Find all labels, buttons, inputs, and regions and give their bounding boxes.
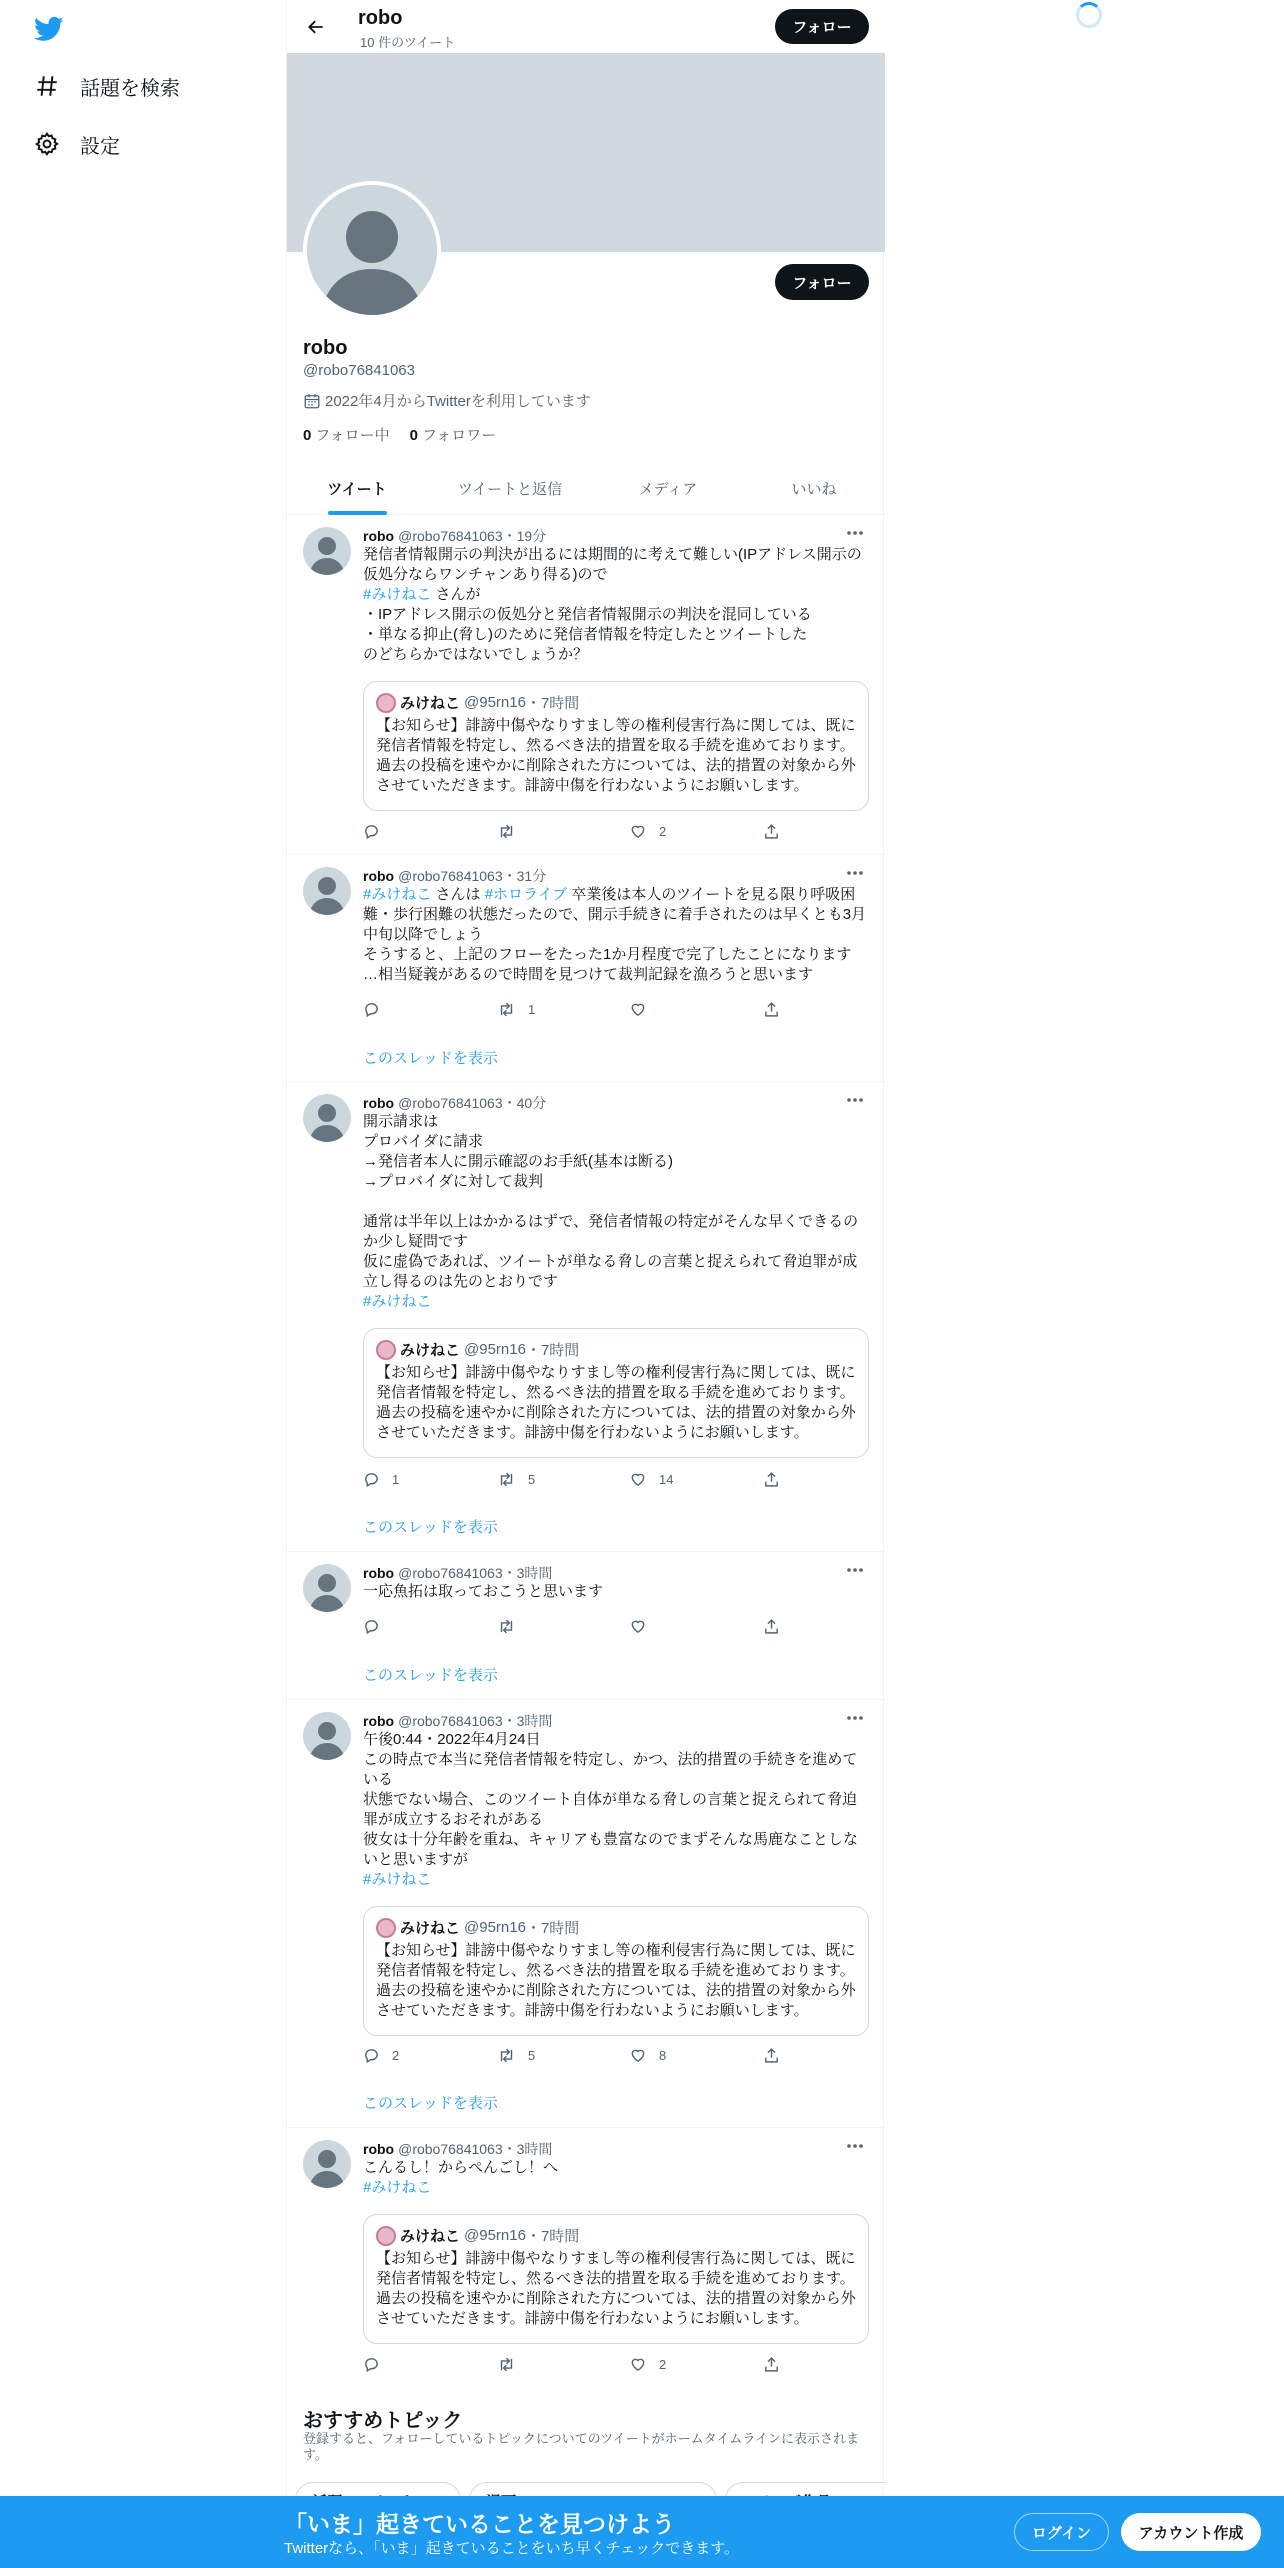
heart-icon (629, 2356, 647, 2373)
topics-subtitle-line: 登録すると、フォローしているトピックについてのツイートがホームタイムラインに表示されま (303, 2431, 860, 2446)
tweet-actions (363, 823, 793, 843)
tweet-text (363, 545, 869, 665)
nav-settings-label: 設定 (80, 135, 120, 158)
quote-tweet[interactable] (363, 1328, 869, 1458)
tweet-line (363, 885, 869, 905)
tweet-author-handle[interactable]: @robo76841063 (398, 1713, 503, 1729)
tweet-line: この時点で本当に発信者情報を特定し、かつ、法的措置の手続きを進めて (363, 1751, 858, 1768)
tweet-author-name[interactable]: robo (363, 1565, 395, 1581)
tweet-author-handle[interactable]: @robo76841063 (398, 528, 503, 544)
signup-button[interactable]: アカウント作成 (1121, 2513, 1261, 2551)
tweet-line: 開示請求は (363, 1113, 439, 1130)
retweet-button[interactable] (497, 1618, 528, 1635)
like-count: 2 (659, 824, 667, 839)
quote-line: させていただきます。誹謗中傷を行わないようにお願いします。 (376, 777, 809, 794)
retweet-button[interactable] (497, 823, 528, 840)
main-column (286, 0, 884, 2568)
tweet-line: →プロバイダに対して裁判 (363, 1173, 544, 1190)
tweet-blank-line (363, 1192, 869, 1212)
reply-count: 2 (392, 2048, 400, 2063)
quote-line: 発信者情報を特定し、然るべき法的措置を取る手続を進めております。 (376, 1384, 855, 1401)
quote-author-handle: @95rn16 (464, 2227, 526, 2244)
back-arrow-icon[interactable] (301, 12, 331, 42)
loading-spinner-icon (1076, 2, 1102, 28)
quote-text (376, 2249, 860, 2329)
quote-author-handle: @95rn16 (464, 1919, 526, 1936)
tweet-line (363, 1870, 869, 1890)
retweet-button[interactable] (497, 1001, 535, 1018)
quote-author-name: みけねこ (400, 1920, 461, 1937)
quote-line: 過去の投稿を速やかに削除された方については、法的措置の対象から外 (376, 1404, 856, 1421)
reply-button[interactable] (363, 1001, 392, 1018)
share-button[interactable] (763, 1618, 792, 1635)
tweet[interactable] (287, 1082, 885, 1552)
retweet-button[interactable] (497, 2356, 528, 2373)
quote-avatar (376, 1918, 396, 1938)
like-button[interactable] (629, 1001, 659, 1018)
like-count: 14 (659, 1472, 674, 1487)
heart-icon (629, 1001, 647, 1018)
quote-line: させていただきます。誹謗中傷を行わないようにお願いします。 (376, 1424, 809, 1441)
follow-button[interactable]: フォロー (775, 264, 869, 300)
retweet-icon (497, 2047, 516, 2064)
tweet-author-handle[interactable]: @robo76841063 (398, 1095, 503, 1111)
tweet-author-name[interactable]: robo (363, 1713, 395, 1729)
nav-explore[interactable] (34, 66, 180, 106)
tab-tweets-replies[interactable]: ツイートと返信 (457, 481, 563, 498)
share-button[interactable] (763, 823, 792, 840)
hashtag-link[interactable]: #みけねこ (363, 586, 432, 603)
tweet[interactable] (287, 515, 885, 855)
tweet-actions (363, 2047, 793, 2067)
share-button[interactable] (763, 2356, 792, 2373)
tweet-line-text: さんが (435, 586, 481, 603)
retweet-icon (497, 1001, 516, 1018)
quote-text (376, 716, 860, 796)
reply-count: 1 (392, 1472, 400, 1487)
quote-line: させていただきます。誹謗中傷を行わないようにお願いします。 (376, 2310, 809, 2327)
quote-line: 過去の投稿を速やかに削除された方については、法的措置の対象から外 (376, 2290, 856, 2307)
tab-likes[interactable]: いいね (791, 481, 837, 498)
tweet-line: 状態でない場合、このツイート自体が単なる脅しの言葉と捉えられて脅迫 (363, 1791, 857, 1808)
quote-line: 過去の投稿を速やかに削除された方については、法的措置の対象から外 (376, 757, 856, 774)
retweet-button[interactable] (497, 2047, 535, 2064)
tweet[interactable] (287, 1700, 885, 2128)
tweet-line (363, 585, 869, 605)
twitter-logo-icon[interactable] (32, 14, 66, 44)
tweet-line: 難・歩行困難の状態だったので、開示手続きに着手されたのは早くとも3月 (363, 906, 867, 923)
tweet-author-name[interactable]: robo (363, 528, 395, 544)
reply-icon (363, 2047, 380, 2064)
quote-line: 発信者情報を特定し、然るべき法的措置を取る手続を進めております。 (376, 737, 855, 754)
followers-count: 0 (409, 427, 418, 444)
hashtag-link[interactable]: #みけねこ (363, 886, 432, 903)
profile-joined (303, 390, 591, 411)
banner-subtitle: Twitterなら、「いま」起きていることをいち早くチェックできます。 (284, 2540, 740, 2557)
show-thread-link[interactable]: このスレッドを表示 (363, 1519, 498, 1536)
quote-avatar (376, 2226, 396, 2246)
tweet-author-handle[interactable]: @robo76841063 (398, 868, 503, 884)
tweet-time[interactable]: ・31分 (502, 868, 547, 884)
calendar-icon (303, 392, 321, 410)
banner-title: 「いま」起きていることを見つけよう (284, 2511, 675, 2537)
show-thread-link[interactable]: このスレッドを表示 (363, 1667, 498, 1684)
quote-line: 【お知らせ】誹謗中傷やなりすまし等の権利侵害行為に関しては、既に (376, 1364, 856, 1381)
header-name: robo (358, 7, 403, 29)
tweet-header (363, 526, 546, 546)
tweet[interactable] (287, 855, 885, 1082)
reply-button[interactable] (363, 1618, 392, 1635)
quote-text (376, 1941, 860, 2021)
following-count: 0 (303, 427, 312, 444)
tweet[interactable] (287, 1552, 885, 1700)
tweet-line: いと思いますが (363, 1851, 469, 1868)
following-link[interactable] (303, 424, 390, 445)
heart-icon (629, 1471, 647, 1488)
share-icon (763, 823, 780, 840)
tweet-author-handle[interactable]: @robo76841063 (398, 2141, 503, 2157)
tweet-text (363, 1582, 869, 1602)
tweet-line: いる (363, 1771, 394, 1788)
retweet-count: 5 (528, 2048, 536, 2063)
profile-name: robo (303, 337, 348, 359)
show-thread-link[interactable]: このスレッドを表示 (363, 1050, 498, 1067)
tweet-author-name[interactable]: robo (363, 1095, 395, 1111)
topics-title: おすすめトピック (303, 2410, 463, 2432)
heart-icon (629, 823, 647, 840)
quote-line: 【お知らせ】誹謗中傷やなりすまし等の権利侵害行為に関しては、既に (376, 1942, 856, 1959)
like-count: 2 (659, 2357, 667, 2372)
avatar[interactable] (303, 1564, 351, 1612)
tweet-line-text: さんは (435, 886, 481, 903)
retweet-icon (497, 2356, 516, 2373)
share-button[interactable] (763, 1471, 792, 1488)
quote-avatar (376, 693, 396, 713)
tweet-actions (363, 2356, 793, 2376)
tweet-line: 通常は半年以上はかかるはずで、発信者情報の特定がそんな早くできるの (363, 1213, 859, 1230)
tweet-text (363, 885, 869, 985)
quote-line: 【お知らせ】誹謗中傷やなりすまし等の権利侵害行為に関しては、既に (376, 2250, 856, 2267)
tweet-line: …相当疑義があるので時間を見つけて裁判記録を漁ろうと思います (363, 966, 814, 983)
tweet-line: →発信者本人に開示確認のお手紙(基本は断る) (363, 1153, 673, 1170)
tweet-line: 仮に虚偽であれば、ツイートが単なる脅しの言葉と捉えられて脅迫罪が成 (363, 1253, 858, 1270)
hashtag-link[interactable]: #みけねこ (363, 1871, 432, 1888)
tweet-line: か少し疑問です (363, 1233, 469, 1250)
tweet-time[interactable]: ・3時間 (502, 2141, 553, 2157)
quote-avatar (376, 1340, 396, 1360)
tweet-line: プロバイダに請求 (363, 1133, 484, 1150)
retweet-icon (497, 1618, 516, 1635)
avatar[interactable] (303, 1712, 351, 1760)
quote-time: ・7時間 (525, 1920, 580, 1937)
share-icon (763, 1618, 780, 1635)
profile-header-bar (287, 0, 885, 53)
like-button[interactable] (629, 2356, 666, 2373)
tab-media[interactable]: メディア (638, 481, 698, 498)
reply-icon (363, 1001, 380, 1018)
reply-button[interactable] (363, 823, 392, 840)
profile-joined-text: 2022年4月からTwitterを利用しています (325, 393, 591, 410)
followers-label: フォロワー (421, 427, 497, 444)
avatar[interactable] (303, 2140, 351, 2188)
hashtag-link[interactable]: #みけねこ (363, 1293, 432, 1310)
tweet-time[interactable]: ・19分 (502, 528, 547, 544)
reply-button[interactable] (363, 2356, 392, 2373)
share-button[interactable] (763, 2047, 792, 2064)
tweet-header (363, 866, 546, 886)
tweet-actions (363, 1001, 793, 1021)
quote-line: 【お知らせ】誹謗中傷やなりすまし等の権利侵害行為に関しては、既に (376, 717, 856, 734)
profile-avatar[interactable] (303, 181, 441, 319)
tweet-line: ・IPアドレス開示の仮処分と発信者情報開示の判決を混同している (363, 606, 812, 623)
tweet-line: ・単なる抑止(脅し)のために発信者情報を特定したとツイートした (363, 626, 808, 643)
quote-tweet[interactable] (363, 681, 869, 811)
share-icon (763, 2356, 780, 2373)
tweet-header (363, 1563, 552, 1583)
quote-header (376, 1917, 579, 1938)
avatar[interactable] (303, 1094, 351, 1142)
quote-time: ・7時間 (525, 695, 580, 712)
tweet-text (363, 2158, 869, 2198)
more-icon[interactable] (843, 2136, 867, 2156)
hashtag-link[interactable]: #みけねこ (363, 2179, 432, 2196)
reply-icon (363, 2356, 380, 2373)
like-button[interactable] (629, 2047, 666, 2064)
tweet-header (363, 1711, 552, 1731)
tweet-text (363, 1112, 869, 1312)
quote-author-name: みけねこ (400, 2228, 461, 2245)
quote-line: 発信者情報を特定し、然るべき法的措置を取る手続を進めております。 (376, 1962, 855, 1979)
reply-icon (363, 823, 380, 840)
hashtag-link[interactable]: #ホロライブ (484, 886, 568, 903)
follow-button-header[interactable]: フォロー (775, 9, 869, 44)
retweet-icon (497, 1471, 516, 1488)
profile-stats (303, 424, 516, 445)
tweet-line: そうすると、上記のフローをたった1か月程度で完了したことになります (363, 946, 852, 963)
like-button[interactable] (629, 1471, 673, 1488)
more-icon[interactable] (843, 863, 867, 883)
signup-banner (0, 2496, 1284, 2568)
hashtag-icon (34, 73, 60, 99)
reply-icon (363, 1618, 380, 1635)
avatar[interactable] (303, 867, 351, 915)
quote-text (376, 1363, 860, 1443)
tweet-header (363, 1093, 546, 1113)
tweet-header (363, 2139, 552, 2159)
tweet-line (363, 1292, 869, 1312)
quote-author-handle: @95rn16 (464, 1341, 526, 1358)
share-icon (763, 1001, 780, 1018)
profile-tabs (287, 462, 885, 515)
tweet-line-text: 卒業後は本人のツイートを見る限り呼吸困 (571, 886, 856, 903)
quote-line: させていただきます。誹謗中傷を行わないようにお願いします。 (376, 2002, 809, 2019)
tweet-line: 仮処分ならワンチャンあり得る)ので (363, 566, 608, 583)
quote-line: 発信者情報を特定し、然るべき法的措置を取る手続を進めております。 (376, 2270, 855, 2287)
share-button[interactable] (763, 1001, 792, 1018)
share-icon (763, 1471, 780, 1488)
like-button[interactable] (629, 823, 666, 840)
reply-button[interactable] (363, 1471, 399, 1488)
tweet-author-name[interactable]: robo (363, 868, 395, 884)
more-icon[interactable] (843, 1560, 867, 1580)
reply-button[interactable] (363, 2047, 399, 2064)
tweet-time[interactable]: ・3時間 (502, 1713, 553, 1729)
tweet-line: 罪が成立するおそれがある (363, 1811, 544, 1828)
quote-header (376, 1339, 579, 1360)
topics-subtitle (303, 2431, 869, 2463)
show-thread-link[interactable]: このスレッドを表示 (363, 2095, 498, 2112)
login-button[interactable]: ログイン (1014, 2513, 1109, 2551)
share-icon (763, 2047, 780, 2064)
left-nav (0, 0, 286, 2568)
tweet-author-handle[interactable]: @robo76841063 (398, 1565, 503, 1581)
retweet-count: 1 (528, 1002, 536, 1017)
retweet-button[interactable] (497, 1471, 535, 1488)
nav-settings[interactable] (34, 124, 120, 164)
tweet-line: 一応魚拓は取っておこうと思います (363, 1583, 604, 1600)
tweet-line: こんるし！からぺんごし！へ (363, 2159, 559, 2176)
tab-tweets[interactable]: ツイート (327, 481, 387, 498)
tweet-line: 彼女は十分年齢を重ね、キャリアも豊富なのでまずそんな馬鹿なことしな (363, 1831, 859, 1848)
followers-link[interactable] (410, 424, 497, 445)
tweet-time[interactable]: ・3時間 (502, 1565, 553, 1581)
profile-handle: @robo76841063 (303, 362, 415, 379)
quote-time: ・7時間 (525, 2228, 580, 2245)
quote-author-name: みけねこ (400, 695, 461, 712)
quote-tweet[interactable] (363, 2214, 869, 2344)
quote-time: ・7時間 (525, 1342, 580, 1359)
header-tweet-count: 10 件のツイート (360, 35, 456, 50)
following-label: フォロー中 (315, 427, 390, 444)
tweet[interactable] (287, 2128, 885, 2390)
nav-explore-label: 話題を検索 (80, 77, 180, 100)
tweet-time[interactable]: ・40分 (502, 1095, 547, 1111)
retweet-icon (497, 823, 516, 840)
more-icon[interactable] (843, 1090, 867, 1110)
more-icon[interactable] (843, 1708, 867, 1728)
avatar[interactable] (303, 527, 351, 575)
like-count: 8 (659, 2048, 667, 2063)
gear-icon (34, 131, 60, 157)
tweet-actions (363, 1618, 793, 1638)
retweet-count: 5 (528, 1472, 536, 1487)
tweet-author-name[interactable]: robo (363, 2141, 395, 2157)
tweet-line: 発信者情報開示の判決が出るには期間的に考えて難しい(IPアドレス開示の (363, 546, 862, 563)
heart-icon (629, 2047, 647, 2064)
tweet-line: 中旬以降でしょう (363, 926, 484, 943)
reply-icon (363, 1471, 380, 1488)
tweet-text (363, 1730, 869, 1890)
quote-header (376, 692, 579, 713)
quote-header (376, 2225, 579, 2246)
tweet-line (363, 2178, 869, 2198)
tweet-line: 午後0:44・2022年4月24日 (363, 1731, 541, 1748)
more-icon[interactable] (843, 523, 867, 543)
tweet-line: のどちらかではないでしょうか？ (363, 646, 589, 663)
quote-line: 過去の投稿を速やかに削除された方については、法的措置の対象から外 (376, 1982, 856, 1999)
tweet-line: 立し得るのは先のとおりです (363, 1273, 559, 1290)
quote-author-handle: @95rn16 (464, 694, 526, 711)
quote-author-name: みけねこ (400, 1342, 461, 1359)
heart-icon (629, 1618, 647, 1635)
like-button[interactable] (629, 1618, 659, 1635)
quote-tweet[interactable] (363, 1906, 869, 2036)
tweet-actions (363, 1471, 793, 1491)
topics-subtitle-line: す。 (303, 2447, 328, 2462)
